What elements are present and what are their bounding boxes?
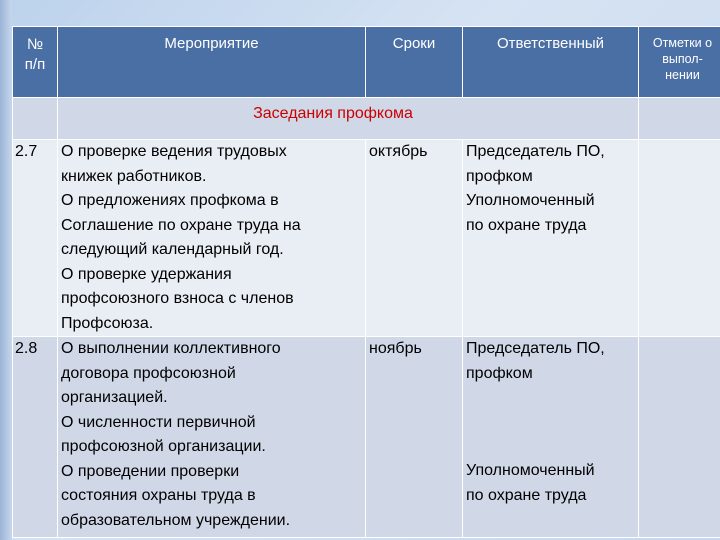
event-line: О проверке удержания (61, 265, 232, 283)
section-row (13, 98, 720, 140)
event-line: профсоюзной организации. (61, 438, 266, 455)
row-number: 2.7 (13, 140, 58, 337)
table-row (13, 337, 720, 538)
event-line: О проведении проверки (61, 462, 240, 480)
event-line: О выполнении коллективного (61, 340, 281, 357)
row-event (58, 140, 366, 337)
header-responsible: Ответственный (463, 27, 639, 98)
responsible-spacer (466, 386, 638, 459)
event-line: образовательном учреждении. (61, 511, 291, 529)
event-line: договора профсоюзной (61, 364, 236, 382)
header-number (13, 27, 58, 98)
event-line: Соглашение по охране труда на (61, 216, 301, 234)
header-row (13, 27, 720, 98)
event-line: О численности первичной (61, 413, 256, 431)
section-title: Заседания профкома (58, 98, 639, 140)
responsible-line: Председатель ПО, (466, 143, 605, 160)
row-responsible (463, 140, 639, 337)
section-notes-cell (639, 98, 720, 140)
slide-left-edge (0, 0, 12, 540)
row-notes (639, 337, 720, 538)
row-event (58, 337, 366, 538)
table-row (13, 140, 720, 337)
responsible-line: Уполномоченный (466, 462, 595, 479)
plan-table (12, 26, 720, 538)
row-deadline: ноябрь (366, 337, 463, 538)
responsible-line: профком (466, 167, 533, 185)
event-line: организацией. (61, 389, 168, 406)
header-notes-line: Отметки о (652, 36, 713, 50)
responsible-line: по охране труда (466, 216, 587, 234)
header-deadline: Сроки (366, 27, 463, 98)
event-line: Профсоюза. (61, 314, 154, 332)
header-event: Мероприятие (58, 27, 366, 98)
header-number-line: № (26, 36, 44, 53)
event-line: состояния охраны труда в (61, 487, 256, 504)
row-deadline: октябрь (366, 140, 463, 337)
event-line: профсоюзного взноса с членов (61, 290, 294, 307)
row-notes (639, 140, 720, 337)
row-number: 2.8 (13, 337, 58, 538)
header-notes-line: выпол- (662, 52, 703, 66)
event-line: О проверке ведения трудовых (61, 143, 287, 160)
responsible-line: Уполномоченный (466, 192, 595, 209)
responsible-line: Председатель ПО, (466, 340, 605, 357)
header-notes (639, 27, 720, 98)
section-number-cell (13, 98, 58, 140)
event-line: О предложениях профкома в (61, 192, 279, 209)
event-line: книжек работников. (61, 167, 207, 185)
responsible-line: профком (466, 364, 533, 382)
event-line: следующий календарный год. (61, 241, 284, 258)
row-responsible (463, 337, 639, 538)
header-number-line: п/п (24, 56, 46, 73)
header-notes-line: нении (665, 68, 700, 82)
responsible-line: по охране труда (466, 486, 587, 504)
